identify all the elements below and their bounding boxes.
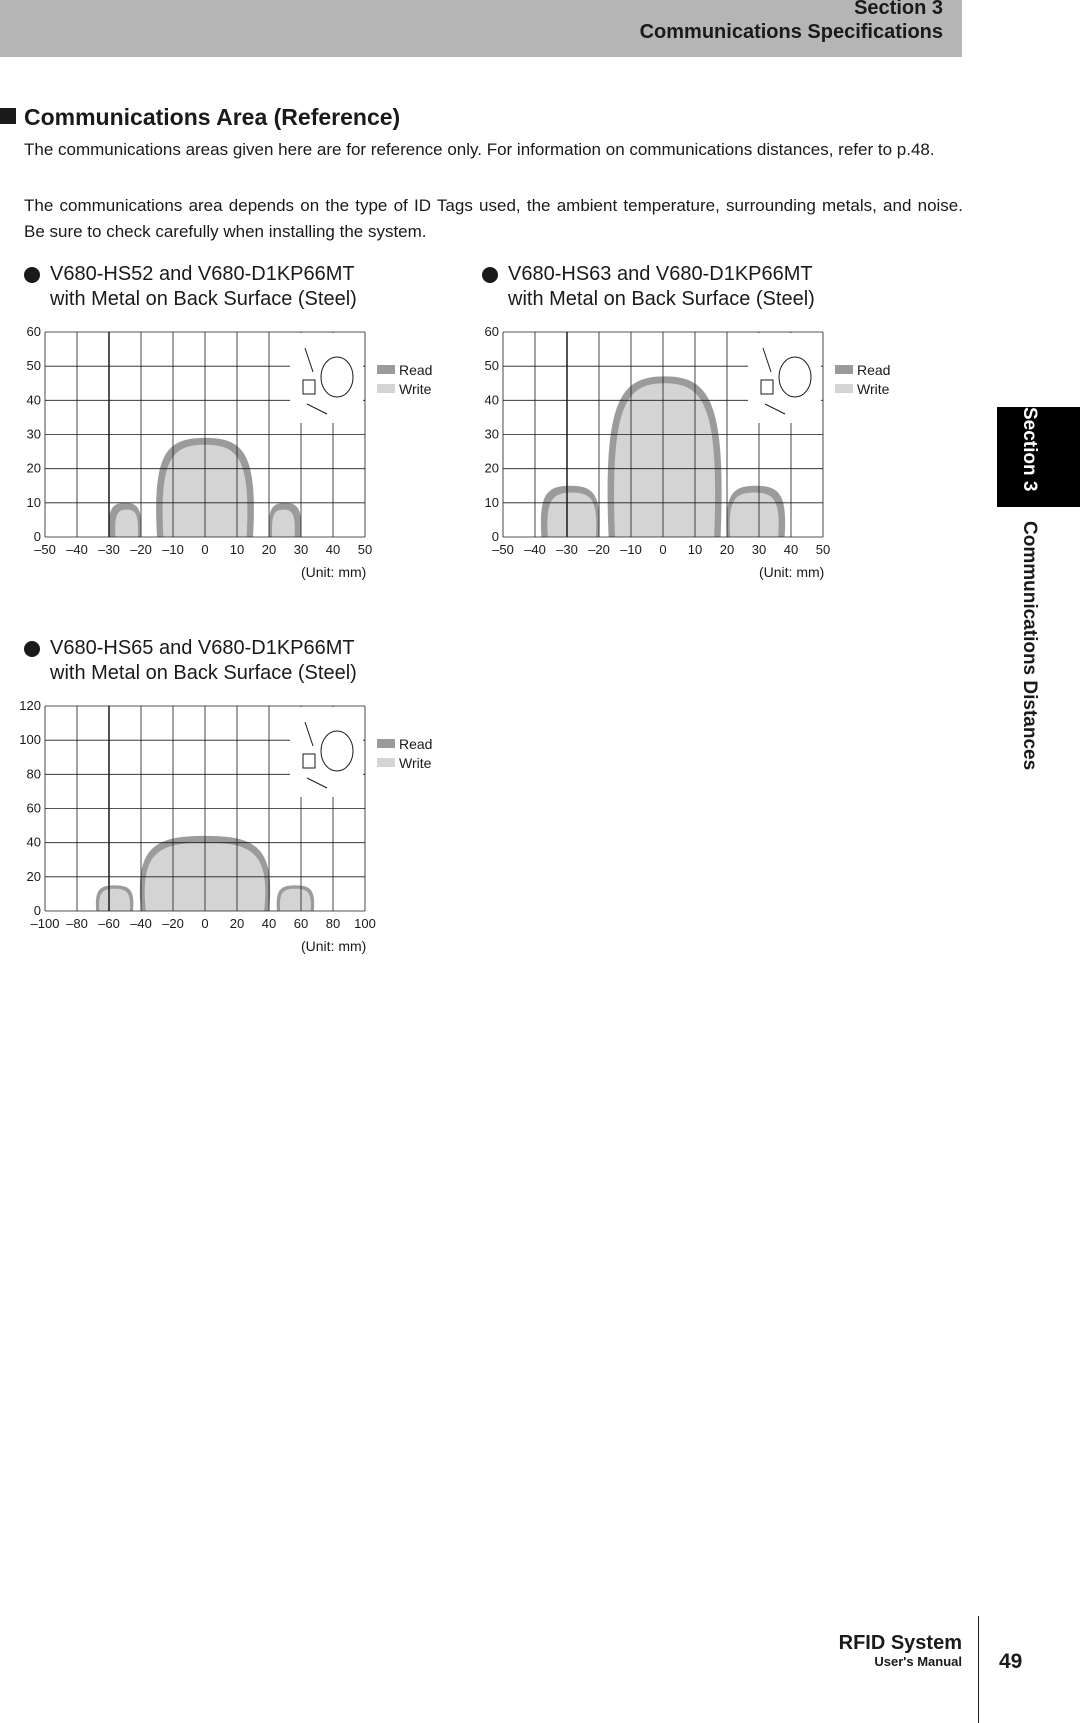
y-tick-label: 60 (26, 324, 41, 339)
chart-title-line2: with Metal on Back Surface (Steel) (508, 288, 815, 310)
id-tag-shape (303, 754, 315, 768)
x-tick-label: 30 (751, 542, 767, 557)
legend-swatch-write (835, 384, 853, 393)
side-tab-title: Communications Distances (1019, 521, 1040, 771)
section-header-band (0, 0, 962, 57)
write-lobe-2 (280, 889, 311, 911)
antenna-illustration (290, 333, 363, 423)
y-tick-label: 10 (26, 494, 41, 510)
x-tick-label: 100 (354, 916, 376, 931)
footer-subtitle: User's Manual (874, 1654, 962, 1669)
legend-item-read (377, 362, 432, 381)
header-section-number: Section 3 (854, 0, 943, 19)
legend-label-read: Read (399, 736, 433, 752)
chart-unit: (Unit: mm) (759, 564, 825, 580)
section-title (0, 104, 400, 131)
x-tick-label: –30 (556, 542, 578, 557)
x-tick-label: –10 (620, 542, 642, 557)
legend-label-write: Write (399, 381, 432, 397)
y-tick-label: 100 (19, 732, 41, 748)
write-lobe-2 (730, 493, 779, 537)
y-tick-label: 20 (484, 460, 499, 476)
chart-title-line1: V680-HS52 and V680-D1KP66MT (50, 263, 355, 285)
y-tick-label: 30 (26, 426, 41, 442)
x-tick-label: 10 (229, 542, 245, 557)
y-tick-label: 50 (484, 358, 499, 374)
y-tick-label: 80 (26, 766, 41, 782)
y-tick-label: 40 (484, 392, 499, 408)
y-tick-label: 50 (26, 358, 41, 374)
write-lobe-2 (272, 510, 295, 537)
write-lobe-0 (99, 889, 130, 911)
x-tick-label: 30 (293, 542, 309, 557)
chart-title (508, 262, 815, 312)
x-tick-label: 20 (719, 542, 735, 557)
x-tick-label: –50 (492, 542, 514, 557)
footer-title: RFID System (838, 1632, 962, 1654)
footer-divider (978, 1616, 979, 1723)
round-bullet-icon (24, 641, 40, 657)
x-tick-label: 80 (325, 916, 341, 931)
legend-item-read (377, 736, 432, 755)
x-tick-label: 50 (815, 542, 831, 557)
antenna-illustration (290, 707, 363, 797)
x-tick-label: –20 (130, 542, 152, 557)
id-tag-shape (303, 380, 315, 394)
legend-item-write (377, 755, 432, 774)
chart-legend (835, 362, 890, 400)
side-tab-section: Section 3 (1019, 407, 1040, 492)
illustration-background (748, 333, 821, 423)
chart-title (50, 262, 357, 312)
x-tick-label: –100 (30, 916, 60, 931)
legend-label-write: Write (857, 381, 890, 397)
legend-swatch-read (377, 365, 395, 374)
illustration-background (290, 707, 363, 797)
y-tick-label: 20 (26, 868, 41, 884)
legend-item-write (377, 381, 432, 400)
x-tick-label: –60 (98, 916, 120, 931)
intro-paragraph: The communications areas given here are for reference only. For information on communications distances, refer to p.48. (24, 140, 935, 159)
x-tick-label: –20 (162, 916, 184, 931)
antenna-illustration (748, 333, 821, 423)
y-tick-label: 20 (26, 460, 41, 476)
chart-title-line1: V680-HS63 and V680-D1KP66MT (508, 263, 813, 285)
legend-swatch-write (377, 384, 395, 393)
x-tick-label: –40 (130, 916, 152, 931)
legend-label-read: Read (399, 362, 433, 378)
chart-legend (377, 736, 432, 774)
y-tick-label: 0 (33, 903, 41, 918)
x-tick-label: 40 (261, 916, 277, 931)
y-tick-label: 120 (19, 698, 41, 713)
y-tick-label: 60 (484, 324, 499, 339)
y-tick-label: 40 (26, 834, 41, 850)
x-tick-label: –40 (66, 542, 88, 557)
x-tick-label: 40 (783, 542, 799, 557)
illustration-background (290, 333, 363, 423)
round-bullet-icon (24, 267, 40, 283)
y-tick-label: 0 (491, 529, 499, 544)
x-tick-label: –20 (588, 542, 610, 557)
legend-item-read (835, 362, 890, 381)
legend-label-read: Read (857, 362, 891, 378)
legend-swatch-write (377, 758, 395, 767)
write-lobe-0 (547, 493, 596, 537)
chart-plot (24, 320, 464, 560)
y-tick-label: 10 (484, 494, 499, 510)
x-tick-label: 10 (687, 542, 703, 557)
x-tick-label: –40 (524, 542, 546, 557)
square-bullet-icon (0, 108, 16, 124)
x-tick-label: 0 (201, 542, 209, 557)
x-tick-label: 20 (261, 542, 277, 557)
chart-plot (19, 694, 464, 934)
x-tick-label: 0 (201, 916, 209, 931)
round-bullet-icon (482, 267, 498, 283)
write-lobe-1 (614, 383, 715, 537)
x-tick-label: 20 (229, 916, 245, 931)
section-title-text: Communications Area (Reference) (24, 104, 401, 130)
x-tick-label: 0 (659, 542, 667, 557)
page-number: 49 (999, 1650, 1023, 1673)
legend-swatch-read (835, 365, 853, 374)
x-tick-label: 60 (293, 916, 309, 931)
chart-legend (377, 362, 432, 400)
chart-title-line2: with Metal on Back Surface (Steel) (50, 288, 357, 310)
x-tick-label: 40 (325, 542, 341, 557)
header-section-title: Communications Specifications (639, 21, 943, 43)
x-tick-label: –30 (98, 542, 120, 557)
id-tag-shape (761, 380, 773, 394)
y-tick-label: 60 (26, 800, 41, 816)
legend-swatch-read (377, 739, 395, 748)
chart-title (50, 636, 357, 686)
x-tick-label: –50 (34, 542, 56, 557)
chart-title-line2: with Metal on Back Surface (Steel) (50, 662, 357, 684)
legend-item-write (835, 381, 890, 400)
chart-title-line1: V680-HS65 and V680-D1KP66MT (50, 637, 355, 659)
y-tick-label: 40 (26, 392, 41, 408)
x-tick-label: –10 (162, 542, 184, 557)
x-tick-label: 50 (357, 542, 373, 557)
legend-label-write: Write (399, 755, 432, 771)
chart-unit: (Unit: mm) (301, 564, 367, 580)
y-tick-label: 0 (33, 529, 41, 544)
write-lobe-0 (115, 510, 138, 537)
chart-plot (482, 320, 922, 560)
y-tick-label: 30 (484, 426, 499, 442)
side-tab (1018, 407, 1040, 770)
warning-paragraph: The communications area depends on the type of ID Tags used, the ambient temperature, surrounding metals, and noise. Be sure to check carefully when installing the system. (24, 196, 963, 241)
chart-unit: (Unit: mm) (301, 938, 367, 954)
x-tick-label: –80 (66, 916, 88, 931)
